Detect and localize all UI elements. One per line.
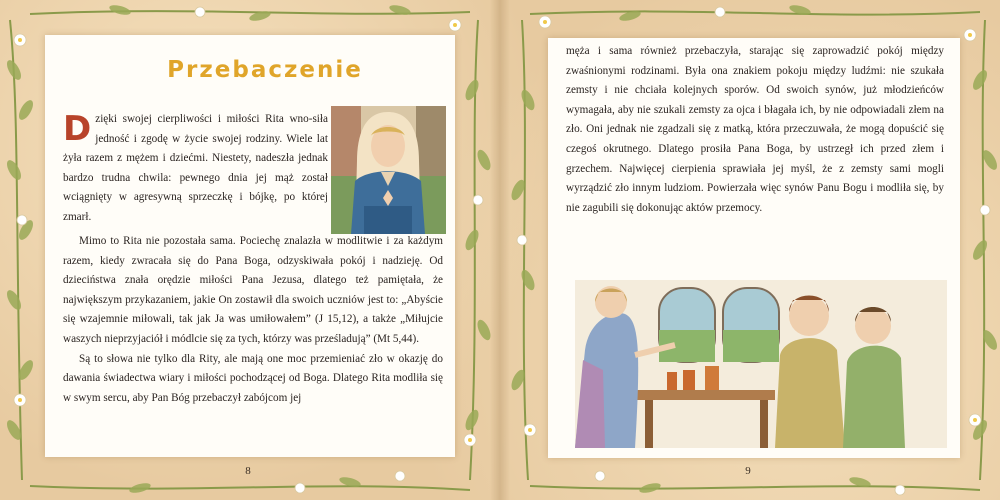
rita-portrait-illustration (331, 106, 446, 234)
page-number-left: 8 (245, 465, 251, 477)
paragraph-1 (63, 110, 328, 228)
paragraph-2: Mimo to Rita nie pozostała sama. Pociechę znalazła w modlitwie i za każdym razem, kiedy zwracała się do Pana Boga, odzyskiwała pokój i nadzieję. Od dzieciństwa znała orędzie miłości Pana Jezusa, dlatego też pamiętała, że największym przykazaniem, jakie On zostawił dla swoich uczniów jest to: „Abyście się wzajemnie miłowali, tak jak Ja was umiłowałem” (J 15,12), a także „Miłujcie waszych nieprzyjaciół i módlcie się za tych, którzy was prześladują” (Mt 5,44). (63, 235, 443, 345)
page-title: Przebaczenie (167, 57, 363, 83)
page-8-body (63, 232, 443, 408)
paragraph-1-text: zięki swojej cierpliwości i miłości Rita wno-siła jedność i zgodę w życie swojej rodziny. Wiele lat żyła razem z mężem i dziećmi. Niestety, nadeszła jednak bardzo trudna chwila: pewnego dnia jej mąż został wciągnięty w agresywną sprzeczkę i bójkę, po której zmarł. (63, 113, 328, 223)
rita-with-sons-illustration (575, 280, 947, 448)
paragraph-4: męża i sama również przebaczyła, starając się zaprowadzić pokój między zwaśnionymi rodzinami. Była ona znakiem pokoju między ludźmi: nie szukała zemsty i nie chciała kolejnych sporów. Od swoich synów, już młodzieńców wymagała, aby nie szukali zemsty za ojca i błagała ich, by nie odpowiadali złem na zło. Oni jednak nie zgadzali się z matką, która przeczuwała, że mogą dopuścić się czegoś okrutnego. Dlatego prosiła Pana Boga, by ustrzegł ich przed złem i grzechem. Najwięcej cierpienia sprawiała jej myśl, że z zemsty sami mogli wyrządzić zło innym ludziom. Powierzała więc synów Panu Bogu i modliła się, by nie zagubili się dokonując aktów przemocy. (566, 45, 944, 214)
page-9-body (566, 42, 944, 218)
paragraph-3: Są to słowa nie tylko dla Rity, ale mają one moc przemieniać zło w okazję do dawania świadectwa wiary i miłości pochodzącej od Boga. Dlatego Rita modliła się w swym sercu, aby Pan Bóg przebaczył zabójcom jej (63, 352, 443, 404)
drop-cap: D (63, 109, 92, 149)
book-gutter (490, 0, 510, 500)
page-number-right: 9 (745, 465, 751, 477)
right-page (548, 38, 960, 458)
left-page (45, 35, 455, 457)
